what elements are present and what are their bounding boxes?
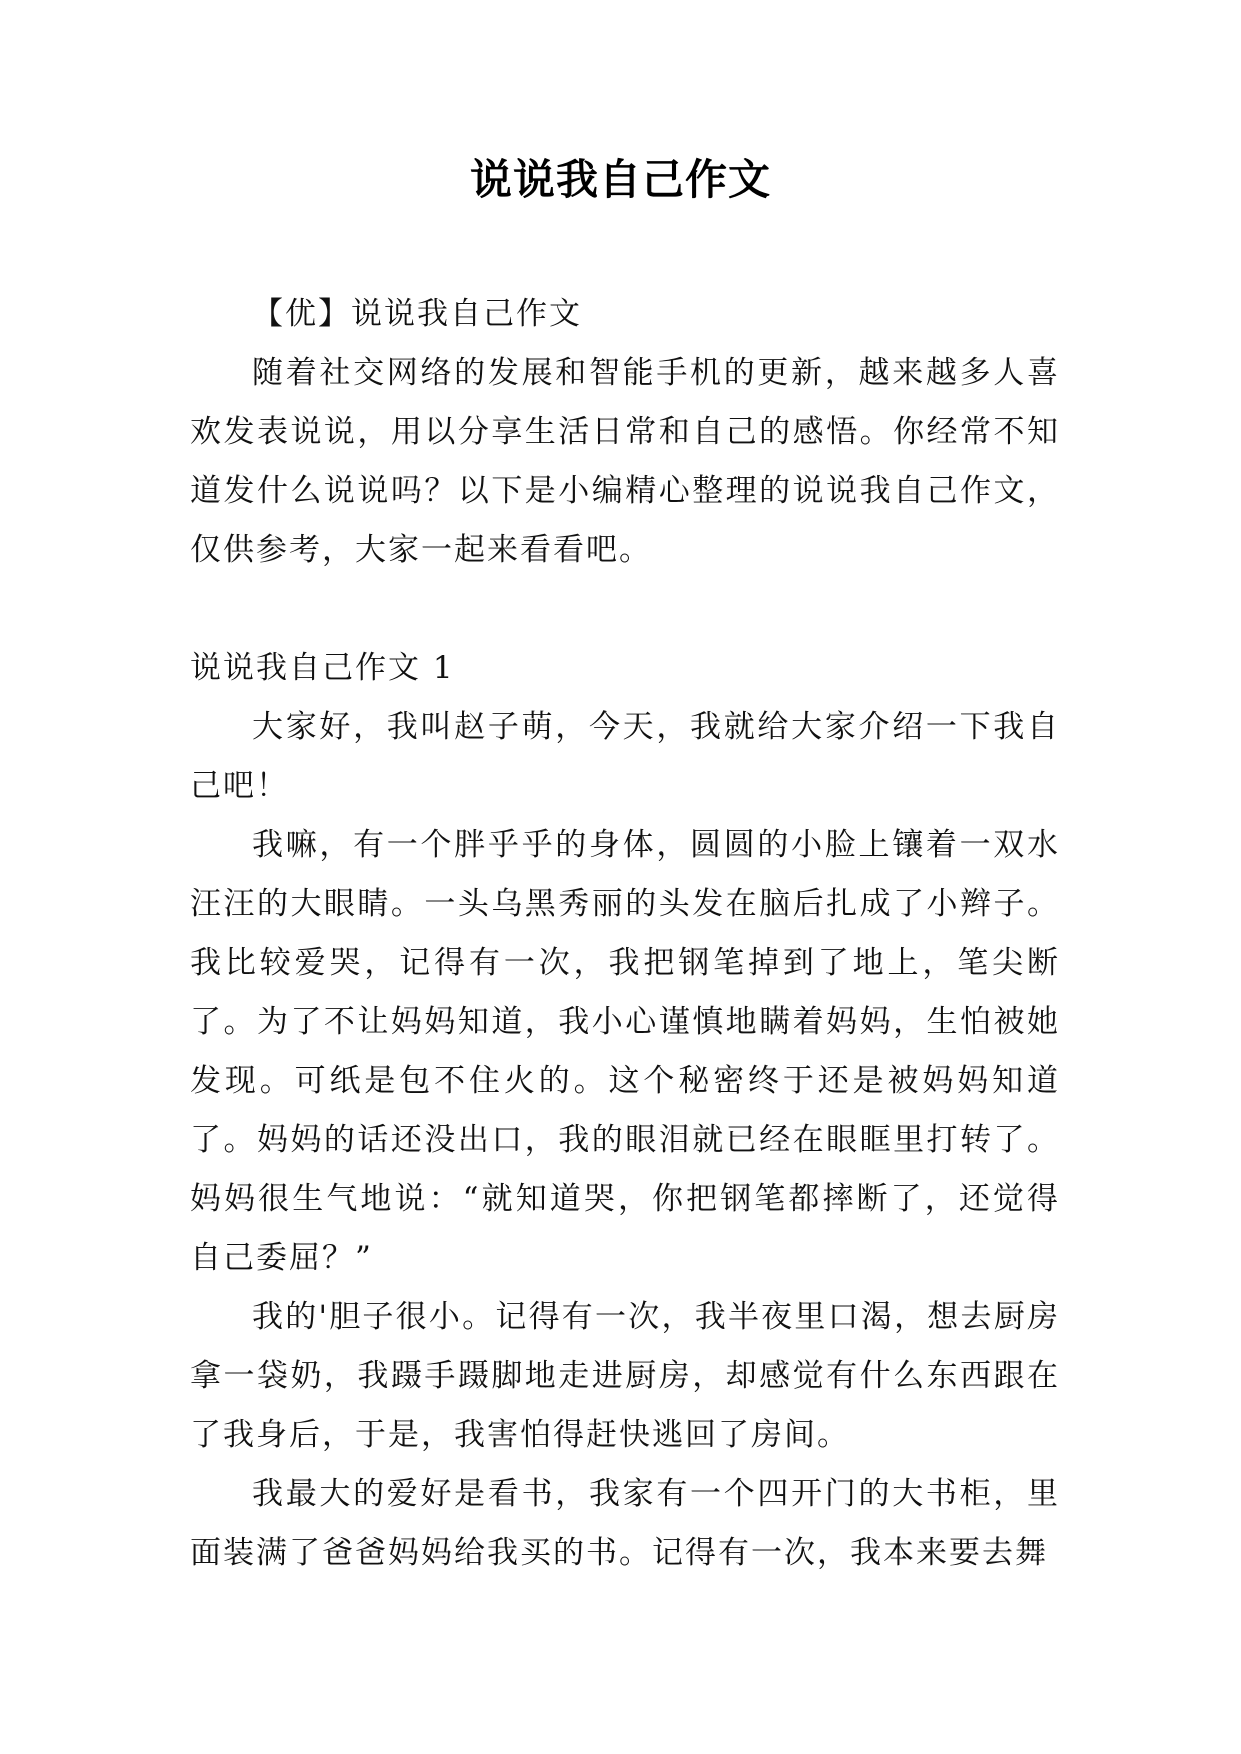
body-paragraph: 我嘛，有一个胖乎乎的身体，圆圆的小脸上镶着一双水汪汪的大眼睛。一头乌黑秀丽的头发在脑后扎成了小辫子。我比较爱哭，记得有一次，我把钢笔掉到了地上，笔尖断了。为了不让妈妈知道，我小心谨慎地瞒着妈妈，生怕被她发现。可纸是包不住火的。这个秘密终于还是被妈妈知道了。妈妈的话还没出口，我的眼泪就已经在眼眶里打转了。妈妈很生气地说：“就知道哭，你把钢笔都摔断了，还觉得自己委屈？” bbox=[190, 827, 1060, 1276]
intro-paragraph: 随着社交网络的发展和智能手机的更新，越来越多人喜欢发表说说，用以分享生活日常和自己的感悟。你经常不知道发什么说说吗？以下是小编精心整理的说说我自己作文，仅供参考，大家一起来看看吧。 bbox=[190, 355, 1060, 568]
body-paragraph: 大家好，我叫赵子萌，今天，我就给大家介绍一下我自己吧！ bbox=[190, 709, 1060, 804]
document-body bbox=[190, 285, 1060, 1583]
body-paragraph: 我的'胆子很小。记得有一次，我半夜里口渴，想去厨房拿一袋奶，我蹑手蹑脚地走进厨房，却感觉有什么东西跟在了我身后，于是，我害怕得赶快逃回了房间。 bbox=[190, 1299, 1060, 1453]
document-subtitle: 【优】说说我自己作文 bbox=[252, 296, 582, 332]
section-spacer bbox=[190, 580, 1060, 639]
section-heading: 说说我自己作文 1 bbox=[190, 650, 455, 686]
body-paragraph: 我最大的爱好是看书，我家有一个四开门的大书柜，里面装满了爸爸妈妈给我买的书。记得有一次，我本来要去舞 bbox=[190, 1476, 1060, 1571]
document-title: 说说我自己作文 bbox=[469, 155, 771, 204]
